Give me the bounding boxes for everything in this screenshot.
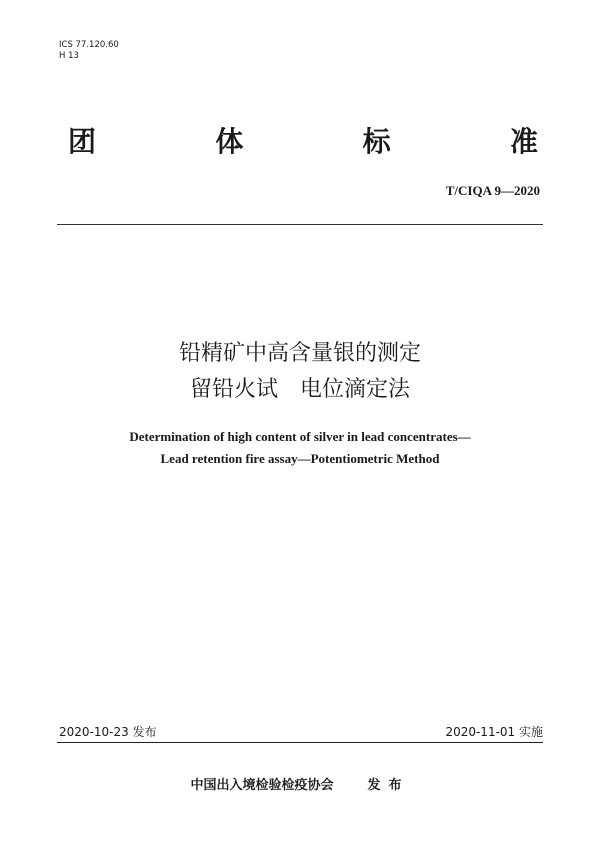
- ics-code: ICS 77.120.60: [59, 40, 119, 50]
- top-divider: [57, 224, 543, 225]
- bottom-divider: [57, 742, 543, 743]
- standard-number: T/CIQA 9—2020: [445, 183, 540, 198]
- title-cn-line2: 留铅火试 电位滴定法: [189, 377, 410, 402]
- publisher-name: 中国出入境检验检疫协会: [190, 778, 334, 793]
- standard-type-char: 准: [509, 125, 538, 158]
- standard-type-heading: [68, 120, 538, 160]
- standard-type-char: 标: [362, 125, 391, 158]
- title-en-line2: Lead retention fire assay—Potentiometric Method: [160, 451, 440, 466]
- title-cn-line1: 铅精矿中高含量银的测定: [178, 341, 421, 366]
- title-en-line1: Determination of high content of silver in lead concentrates—: [129, 429, 471, 444]
- standard-type-char: 团: [68, 125, 97, 158]
- ccs-code: H 13: [59, 51, 79, 61]
- implementation-date: 2020-11-01 实施: [445, 725, 543, 739]
- publisher-label: 发布: [367, 778, 410, 793]
- issue-date: 2020-10-23 发布: [59, 725, 157, 739]
- classification-codes: [59, 40, 119, 62]
- publisher-line: [0, 774, 600, 793]
- standard-type-char: 体: [215, 125, 244, 158]
